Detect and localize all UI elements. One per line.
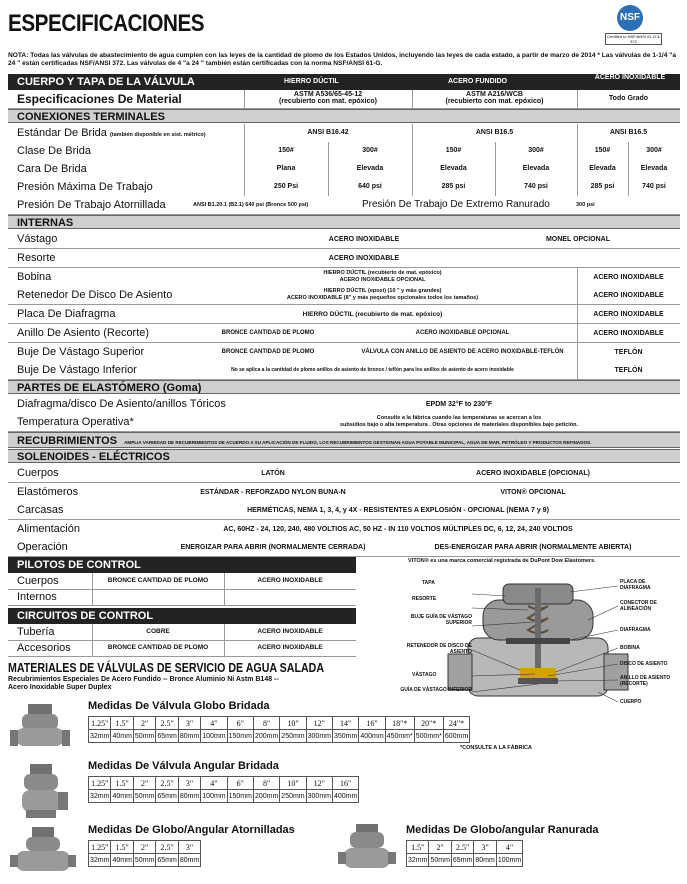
diaphragm-val: EPDM 32°F to 230°F: [425, 401, 493, 408]
internas-row-0: [8, 230, 680, 249]
solenoides-row-0-label: Cuerpos: [17, 467, 59, 479]
saltwater-title: MATERIALES DE VÁLVULAS DE SERVICIO DE AGUA SALADA: [8, 660, 325, 675]
label-diafragma: DIAFRAGMA: [620, 627, 651, 633]
pressure-2: 640 psi: [358, 183, 382, 190]
globo-size-mm-13: 500mm*: [414, 730, 443, 743]
internas-2-b: ACERO INOXIDABLE: [593, 273, 664, 281]
internas-row-7: [8, 361, 680, 380]
globo-size-inch-5: 4": [201, 717, 227, 730]
face-1: Plana: [276, 165, 296, 172]
ranurada-size-mm-3: 80mm: [474, 854, 496, 867]
globo-size-mm-3: 65mm: [156, 730, 178, 743]
solenoides-0-b: ACERO INOXIDABLE (OPCIONAL): [476, 470, 590, 477]
max-pressure-label: Presión Máxima De Trabajo: [17, 181, 153, 193]
globo-size-inch-12: 18"*: [385, 717, 414, 730]
nsf-caption: Certified to NSF/ANSI 61-G & 372: [605, 33, 662, 45]
ranurada-size-mm-0: 32mm: [407, 854, 429, 867]
label-placa: PLACA DE DIAFRAGMA: [620, 579, 651, 591]
label-tapa: TAPA: [422, 580, 435, 586]
circuitos-1-a: BRONCE CANTIDAD DE PLOMO: [107, 644, 209, 651]
material-label: Especificaciones De Material: [17, 92, 182, 106]
temperature-val1: Consulte a la fábrica cuando las temperaturas se acercan a los: [376, 415, 542, 421]
internas-3-a: HIERRO DÚCTIL (epoxi) (10 " y más grandes): [323, 288, 442, 295]
globe-sizes-note: *CONSULTE A LA FÁBRICA: [460, 745, 533, 751]
solenoides-row-3-label: Alimentación: [17, 522, 80, 535]
angular-size-mm-1: 40mm: [111, 790, 133, 803]
angular-size-mm-3: 65mm: [156, 790, 178, 803]
ranurada-size-mm-4: 100mm: [496, 854, 522, 867]
solenoides-2-a: HERMÉTICAS, NEMA 1, 3, 4, y 4X - RESISTENTES A EXPLOSIÓN - OPCIONAL (NEMA 7 y 9): [247, 507, 549, 514]
grooved-sizes-title: Medidas De Globo/angular Ranurada: [406, 824, 599, 836]
solenoides-row-4-label: Operación: [17, 541, 68, 553]
pilotos-row-0: [8, 573, 356, 590]
globo-size-inch-2: 2": [133, 717, 155, 730]
internas-3-a2: ACERO INOXIDABLE (8" y más pequeños opcionales todos los tamaños): [286, 295, 479, 302]
angular-size-inch-8: 10": [280, 777, 306, 790]
atornilladas-size-mm-4: 80mm: [178, 854, 200, 867]
globo-size-mm-7: 200mm: [253, 730, 279, 743]
atornilladas-size-mm-3: 65mm: [156, 854, 178, 867]
body-header-title: CUERPO Y TAPA DE LA VÁLVULA: [17, 76, 195, 88]
pressure-5: 285 psi: [590, 183, 615, 190]
solenoides-row-3: [8, 520, 680, 539]
atornilladas-size-inch-3: 2.5": [156, 841, 178, 854]
class-5: 150#: [594, 147, 611, 154]
internas-title: INTERNAS: [8, 215, 680, 229]
atornilladas-size-inch-0: 1.25": [89, 841, 111, 854]
circuitos-row-0-label: Tubería: [17, 626, 55, 638]
angular-size-inch-3: 2.5": [156, 777, 178, 790]
globo-size-mm-5: 100mm: [201, 730, 227, 743]
grooved-sizes-table: [406, 840, 523, 867]
internas-row-1: [8, 249, 680, 268]
angle-sizes-title: Medidas De Válvula Angular Bridada: [88, 760, 279, 772]
solenoides-row-0: [8, 464, 680, 483]
internas-1-a: ACERO INOXIDABLE: [328, 254, 400, 262]
pressure-4: 740 psi: [524, 183, 548, 190]
internas-row-3: [8, 286, 680, 305]
label-conector: CONECTOR DE ALINEACIÓN: [620, 600, 657, 612]
screwed-valve-image: [10, 825, 76, 877]
solenoides-4-a: ENERGIZAR PARA ABRIR (NORMALMENTE CERRADA): [180, 544, 366, 551]
globo-size-mm-2: 50mm: [133, 730, 155, 743]
ranurada-size-mm-2: 65mm: [451, 854, 473, 867]
internas-row-5-label: Anillo De Asiento (Recorte): [17, 326, 150, 339]
ranurada-size-inch-0: 1.5": [407, 841, 429, 854]
solenoides-0-a: LATÓN: [261, 470, 285, 477]
flange-standard-note: (también disponible en sist. métrico): [109, 132, 206, 138]
material-ss: Todo Grado: [608, 95, 649, 102]
std-ss: ANSI B16.5: [609, 129, 648, 136]
saltwater-sub2: Acero Inoxidable Super Duplex: [8, 684, 112, 691]
std-di: ANSI B16.42: [307, 129, 349, 136]
face-5: Elevada: [589, 165, 616, 172]
globo-size-inch-0: 1.25": [89, 717, 111, 730]
material-di-note: (recubierto con mat. epóxico): [278, 98, 378, 105]
angular-size-inch-0: 1.25": [89, 777, 111, 790]
circuitos-1-b: ACERO INOXIDABLE: [257, 644, 323, 651]
lead-note: NOTA: Todas las válvulas de abastecimiento de agua cumplen con las leyes de la cantidad de plomo de los Estados Unidos, incluyendo las leyes de cada estado, a partir de marzo de 2014 * Las válvulas de 1-1/4 "a 24 " están certificadas NSF/ANSI 372. Las válvulas de 4 "a 24 " también están certificadas con la norma NSF/ANSI 61-G.: [8, 52, 676, 67]
temperature-val2: subsidios bajo o alta temperatura . Otras opciones de materiales disponibles bajo petición.: [339, 422, 579, 428]
face-4: Elevada: [522, 165, 550, 172]
angular-size-inch-9: 12": [306, 777, 332, 790]
globo-size-mm-11: 400mm: [359, 730, 385, 743]
solenoides-row-2: [8, 501, 680, 520]
internas-row-4-label: Placa De Diafragma: [17, 308, 116, 320]
circuitos-row-1: [8, 640, 356, 657]
internas-0-a: ACERO INOXIDABLE: [328, 236, 400, 243]
face-2: Elevada: [356, 165, 384, 172]
pilotos-title: PILOTOS DE CONTROL: [8, 557, 356, 573]
internas-row-0-label: Vástago: [17, 233, 58, 245]
internas-7-b: TEFLÓN: [614, 367, 643, 375]
conexiones-title: CONEXIONES TERMINALES: [8, 109, 680, 123]
valve-cutaway-diagram: [388, 576, 680, 724]
flange-face-label: Cara De Brida: [17, 163, 87, 175]
circuitos-row-0: [8, 624, 356, 641]
pressure-3: 285 psi: [441, 183, 466, 190]
solenoides-row-2-label: Carcasas: [17, 504, 64, 516]
globo-size-inch-6: 6": [227, 717, 253, 730]
saltwater-sub1: Recubrimientos Especiales De Acero Fundido -- Bronce Aluminio Ni Astm B148 --: [8, 676, 279, 683]
atornilladas-size-inch-2: 2": [133, 841, 155, 854]
internas-row-7-label: Buje De Vástago Inferior: [17, 364, 137, 377]
col-cast-steel: ACERO FUNDIDO: [448, 78, 508, 85]
nsf-logo: NSF: [617, 5, 643, 31]
angular-size-inch-1: 1.5": [111, 777, 133, 790]
internas-row-4: [8, 305, 680, 324]
flange-class-row: [8, 142, 680, 161]
class-2: 300#: [362, 147, 378, 154]
globo-size-mm-8: 250mm: [280, 730, 306, 743]
angle-valve-image: [14, 762, 70, 820]
material-row: [8, 90, 680, 109]
pressure-1: 250 Psi: [273, 183, 299, 190]
internas-row-3-label: Retenedor De Disco De Asiento: [17, 289, 173, 302]
label-retenedor: RETENEDOR DE DISCO DE ASIENTO: [406, 643, 472, 655]
internas-7-a: No se aplica a la cantidad de plomo anillos de asiento de bronce / teflón para los anillos de asiento de acero inoxidable: [231, 367, 514, 374]
internas-row-6-label: Buje De Vástago Superior: [17, 345, 145, 358]
globe-sizes-title: Medidas De Válvula Globo Bridada: [88, 700, 270, 712]
angular-size-mm-9: 300mm: [306, 790, 332, 803]
angular-size-mm-2: 50mm: [133, 790, 155, 803]
label-anillo: ANILLO DE ASIENTO (RECORTE): [620, 675, 671, 687]
grooved-pressure-val: 300 psi: [576, 202, 595, 208]
globe-valve-image: [10, 700, 70, 755]
viton-note: VITON® es una marca comercial registrada de DuPont Dow Elastomers.: [408, 558, 596, 564]
col-stainless: ACERO INOXIDABLE: [594, 74, 666, 81]
internas-6-a2: VÁLVULA CON ANILLO DE ASIENTO DE ACERO INOXIDABLE-TEFLÓN: [361, 348, 564, 355]
diaphragm-label: Diafragma/disco De Asiento/anillos Tóricos: [17, 398, 226, 410]
internas-5-a: BRONCE CANTIDAD DE PLOMO: [221, 329, 315, 336]
body-header-bar: [8, 74, 680, 90]
internas-5-b: ACERO INOXIDABLE: [593, 329, 664, 337]
flange-face-row: [8, 160, 680, 179]
flange-standard-row: [8, 124, 680, 143]
screwed-sizes-table: [88, 840, 201, 867]
globo-size-inch-9: 12": [306, 717, 332, 730]
solenoides-3-a: AC, 60HZ - 24, 120, 240, 480 VOLTIOS AC, 50 HZ - IN 110 VOLTIOS MÚLTIPLES DC, 6, 12, 24, 240 VOLTIOS: [223, 525, 573, 533]
std-cs: ANSI B16.5: [475, 129, 514, 136]
internas-0-b: MONEL OPCIONAL: [545, 236, 611, 243]
solenoides-row-1: [8, 483, 680, 502]
temperature-label: Temperatura Operativa*: [17, 416, 134, 428]
screwed-sizes-title: Medidas De Globo/Angular Atornilladas: [88, 824, 295, 836]
globo-size-inch-14: 24"*: [443, 717, 469, 730]
class-6: 300#: [646, 147, 662, 154]
atornilladas-size-inch-4: 3": [178, 841, 200, 854]
grooved-valve-image: [338, 822, 396, 874]
screwed-pressure-row: [8, 196, 680, 215]
pressure-6: 740 psi: [642, 183, 666, 190]
face-6: Elevada: [640, 165, 668, 172]
angular-size-mm-10: 400mm: [332, 790, 358, 803]
solenoides-row-4: [8, 538, 680, 557]
atornilladas-size-inch-1: 1.5": [111, 841, 133, 854]
label-bobina: BOBINA: [620, 645, 640, 651]
atornilladas-size-mm-1: 40mm: [111, 854, 133, 867]
ranurada-size-mm-1: 50mm: [429, 854, 451, 867]
angular-size-inch-2: 2": [133, 777, 155, 790]
solenoides-1-b: VITON® OPCIONAL: [500, 488, 566, 496]
ranurada-size-inch-3: 3": [474, 841, 496, 854]
label-buje: BUJE GUÍA DE VÁSTAGO SUPERIOR: [410, 614, 472, 626]
internas-row-1-label: Resorte: [17, 251, 56, 264]
flange-class-label: Clase De Brida: [17, 145, 91, 157]
pilotos-row-0-label: Cuerpos: [17, 575, 59, 587]
solenoides-title: SOLENOIDES - ELÉCTRICOS: [8, 449, 680, 463]
internas-row-2: [8, 268, 680, 287]
globo-size-inch-10: 14": [332, 717, 358, 730]
internas-4-a: HIERRO DÚCTIL (recubierto de mat. epóxico): [302, 311, 443, 318]
material-cs: ASTM A216/WCB: [466, 91, 523, 98]
recubrimientos-bar: [8, 432, 680, 448]
globo-size-mm-14: 600mm: [443, 730, 469, 743]
angular-size-inch-4: 3": [178, 777, 200, 790]
circuitos-0-b: ACERO INOXIDABLE: [257, 628, 323, 635]
max-pressure-row: [8, 178, 680, 197]
recubrimientos-title: RECUBRIMIENTOS: [17, 435, 118, 447]
temperature-row: [8, 413, 680, 432]
globo-size-inch-7: 8": [253, 717, 279, 730]
internas-3-b: ACERO INOXIDABLE: [593, 292, 664, 300]
label-resorte: RESORTE: [412, 596, 437, 602]
globo-size-mm-12: 450mm*: [385, 730, 414, 743]
globo-size-inch-13: 20"*: [414, 717, 443, 730]
recubrimientos-text: AMPLIA VARIEDAD DE RECUBRIMIENTOS DE ACUERDO A SU APLICACIÓN DE FLUIDO, LOS RECUBRIMIENTOS GESTIONAN AGUA POTABLE MUNICIPAL, AGUA DE MAR, PETRÓLEO Y PRODUCTOS REFINADOS.: [124, 440, 592, 445]
class-4: 300#: [528, 147, 544, 154]
solenoides-1-a: ESTÁNDAR - REFORZADO NYLON BUNA-N: [200, 488, 346, 496]
pilotos-row-1: [8, 589, 356, 606]
angular-size-mm-8: 250mm: [280, 790, 306, 803]
elastomero-title: PARTES DE ELASTÓMERO (Goma): [8, 380, 680, 394]
page-title: ESPECIFICACIONES: [8, 10, 205, 37]
circuitos-row-1-label: Accesorios: [17, 642, 71, 654]
label-guia-inferior: GUÍA DE VÁSTAGO INFERIOR: [400, 687, 472, 693]
pilotos-0-a: BRONCE CANTIDAD DE PLOMO: [107, 577, 209, 584]
internas-6-a: BRONCE CANTIDAD DE PLOMO: [221, 348, 315, 355]
ranurada-size-inch-4: 4": [496, 841, 522, 854]
angle-sizes-table: [88, 776, 359, 803]
ranurada-size-inch-2: 2.5": [451, 841, 473, 854]
face-3: Elevada: [440, 165, 467, 172]
pilotos-row-1-label: Internos: [17, 591, 57, 603]
circuitos-title: CIRCUITOS DE CONTROL: [8, 608, 356, 624]
internas-4-b: ACERO INOXIDABLE: [593, 311, 664, 318]
material-cs-note: (recubierto con mat. epóxico): [445, 98, 544, 105]
diaphragm-row: [8, 395, 680, 414]
globo-size-inch-11: 16": [359, 717, 385, 730]
solenoides-row-1-label: Elastómeros: [17, 485, 79, 498]
class-1: 150#: [278, 147, 294, 154]
globo-size-mm-9: 300mm: [306, 730, 332, 743]
angular-size-inch-10: 16": [332, 777, 358, 790]
ranurada-size-inch-1: 2": [429, 841, 451, 854]
solenoides-4-b: DES-ENERGIZAR PARA ABRIR (NORMALMENTE ABIERTA): [434, 544, 632, 551]
globo-size-mm-1: 40mm: [111, 730, 133, 743]
pilotos-0-b: ACERO INOXIDABLE: [257, 577, 323, 584]
globo-size-inch-8: 10": [280, 717, 306, 730]
label-cuerpo: CUERPO: [620, 699, 642, 705]
saltwater-sub: [8, 676, 279, 692]
angular-size-mm-5: 100mm: [201, 790, 227, 803]
internas-5-a2: ACERO INOXIDABLE OPCIONAL: [415, 329, 510, 336]
flange-standard-label: Estándar De Brida: [17, 127, 107, 139]
label-disco: DISCO DE ASIENTO: [620, 661, 668, 667]
col-ductile-iron: HIERRO DÚCTIL: [284, 78, 339, 85]
globo-size-inch-4: 3": [178, 717, 200, 730]
internas-row-6: [8, 343, 680, 362]
internas-row-5: [8, 324, 680, 343]
globo-size-inch-1: 1.5": [111, 717, 133, 730]
grooved-pressure-label: Presión De Trabajo De Extremo Ranurado: [362, 199, 550, 210]
material-di: ASTM A536/65-45-12: [293, 91, 363, 98]
angular-size-inch-6: 6": [227, 777, 253, 790]
atornilladas-size-mm-0: 32mm: [89, 854, 111, 867]
angular-size-mm-0: 32mm: [89, 790, 111, 803]
label-vastago: VÁSTAGO: [412, 672, 437, 678]
angular-size-inch-7: 8": [253, 777, 279, 790]
angular-size-mm-7: 200mm: [253, 790, 279, 803]
globo-size-inch-3: 2.5": [156, 717, 178, 730]
globo-size-mm-6: 150mm: [227, 730, 253, 743]
globo-size-mm-0: 32mm: [89, 730, 111, 743]
internas-2-a2: ACERO INOXIDABLE OPCIONAL: [339, 276, 426, 283]
circuitos-0-a: COBRE: [146, 628, 170, 635]
globo-size-mm-4: 80mm: [178, 730, 200, 743]
internas-2-a: HIERRO DÚCTIL (recubierto de mat. epóxico): [323, 269, 442, 276]
internas-6-b: TEFLÓN: [614, 348, 643, 356]
globe-sizes-table: [88, 716, 470, 743]
screwed-pressure-label: Presión De Trabajo Atornillada: [17, 199, 166, 211]
globo-size-mm-10: 350mm: [332, 730, 358, 743]
internas-row-2-label: Bobina: [17, 270, 52, 283]
atornilladas-size-mm-2: 50mm: [133, 854, 155, 867]
class-3: 150#: [445, 147, 462, 154]
angular-size-inch-5: 4": [201, 777, 227, 790]
angular-size-mm-4: 80mm: [178, 790, 200, 803]
screwed-pressure-val: ANSI B1.20.1 (B2.1) 640 psi (Bronce 500 psi): [193, 202, 309, 208]
angular-size-mm-6: 150mm: [227, 790, 253, 803]
